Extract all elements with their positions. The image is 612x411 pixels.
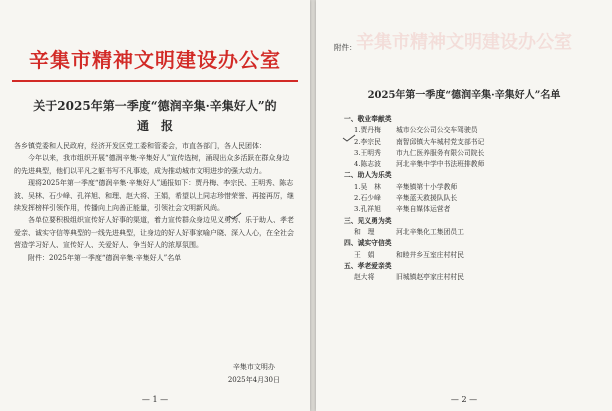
honoree-name: 3.王明秀 xyxy=(354,148,381,157)
honoree-description: 河北辛集中学中书法班排教师 xyxy=(396,160,485,169)
honoree-entry xyxy=(338,159,602,170)
honoree-list xyxy=(338,114,602,283)
issue-date: 2025年4月30日 xyxy=(227,376,280,384)
honoree-name: 4.陈志波 xyxy=(354,160,381,169)
list-title: 2025年第一季度“德润辛集·辛集好人”名单 xyxy=(367,90,561,101)
pen-check-mark-icon xyxy=(228,212,242,220)
honoree-entry xyxy=(338,137,602,148)
honoree-name: 2.李宗民 xyxy=(354,137,381,146)
honoree-description: 城市公交公司公交车驾驶员 xyxy=(396,126,478,135)
honoree-entry xyxy=(338,250,602,261)
honoree-entry xyxy=(338,125,602,136)
honoree-name: 王 娟 xyxy=(354,250,375,259)
honoree-name: 1.贾丹梅 xyxy=(354,126,381,135)
category-heading: 四、诚实守信类 xyxy=(344,239,392,248)
attachment-label: 附件： xyxy=(334,43,357,52)
salutation: 各乡镇党委和人民政府，经济开发区党工委和管委会，市直各部门，各人民团体： xyxy=(14,142,266,150)
signer: 辛集市文明办 xyxy=(232,363,275,371)
notice-body xyxy=(14,140,296,264)
honoree-description: 旧城镇赵亭家庄村村民 xyxy=(396,273,464,282)
office-title: 辛集市精神文明建设办公室 xyxy=(29,48,281,72)
honoree-entry xyxy=(338,227,602,238)
notice-title-line-1: 关于2025年第一季度“德润辛集·辛集好人”的 xyxy=(33,99,277,113)
paragraph-2: 现将2025年第一季度“德润辛集·辛集好人”通报如下：贾丹梅、李宗民、王明秀、陈志波、吴林、石少峰、孔祥旭、和理、赵大将、王娟，希望以上同志珍惜荣誉、再接再厉，继续发挥榜样引领作用，传播向上向善正能量，引领社会文明新风尚。 xyxy=(14,179,294,213)
honoree-entry xyxy=(338,182,602,193)
honoree-description: 和睦井乡互室庄村村民 xyxy=(396,250,464,259)
attachment-note: 附件：2025年第一季度“德润辛集·辛集好人”名单 xyxy=(28,253,182,262)
category-heading: 二、助人为乐类 xyxy=(344,171,392,180)
honoree-name: 赵大将 xyxy=(354,273,375,282)
category-heading: 三、见义勇为类 xyxy=(344,216,392,225)
signature-block xyxy=(228,361,280,387)
category-heading: 五、孝老爱亲类 xyxy=(344,261,392,270)
honoree-description: 市九仁医养服务有限公司院长 xyxy=(396,148,485,157)
honoree-entry xyxy=(338,148,602,159)
honoree-entry xyxy=(338,272,602,283)
page-number: — 1 — xyxy=(141,395,169,404)
honoree-description: 辛集自媒体运营者 xyxy=(396,205,451,214)
red-divider-line xyxy=(12,80,298,82)
bleed-through-title: 辛集市精神文明建设办公室 xyxy=(356,32,572,53)
honoree-entry xyxy=(338,204,602,215)
honoree-description: 辛集蓝天救援队队长 xyxy=(396,194,458,203)
honoree-name: 3.孔祥旭 xyxy=(354,205,381,214)
paragraph-3: 各单位要积极组织宣传好人好事的渠道，着力宣传群众身边见义勇为、乐于助人、孝老爱亲、诚实守信等典型的一线先进典型，让身边的好人好事家喻户晓、深入人心，在全社会营造学习好人、宣传好人、关爱好人、争当好人的浓厚氛围。 xyxy=(14,216,294,250)
notice-title-line-2: 通 报 xyxy=(136,119,173,133)
paragraph-1: 今年以来，我市组织开展“德润辛集·辛集好人”宣传选树，涌现出众多活跃在群众身边的先进典型，他们以平凡之躯书写不凡事迹，成为推动城市文明进步的强大动力。 xyxy=(14,154,290,175)
document-page-2 xyxy=(316,0,612,411)
honoree-description: 南智邱镇大车城村党支部书记 xyxy=(396,137,485,146)
honoree-description: 辛集镇第十小学教师 xyxy=(396,182,458,191)
notice-title xyxy=(0,96,310,136)
honoree-entry xyxy=(338,193,602,204)
category-heading: 一、敬业奉献类 xyxy=(344,115,392,123)
honoree-name: 1.吴 林 xyxy=(354,182,381,191)
honoree-description: 河北辛集化工集团员工 xyxy=(396,227,464,236)
honoree-name: 2.石少峰 xyxy=(354,194,381,203)
honoree-name: 和 理 xyxy=(354,227,375,236)
pen-check-mark-icon xyxy=(342,134,356,142)
page-number: — 2 — xyxy=(450,395,478,404)
